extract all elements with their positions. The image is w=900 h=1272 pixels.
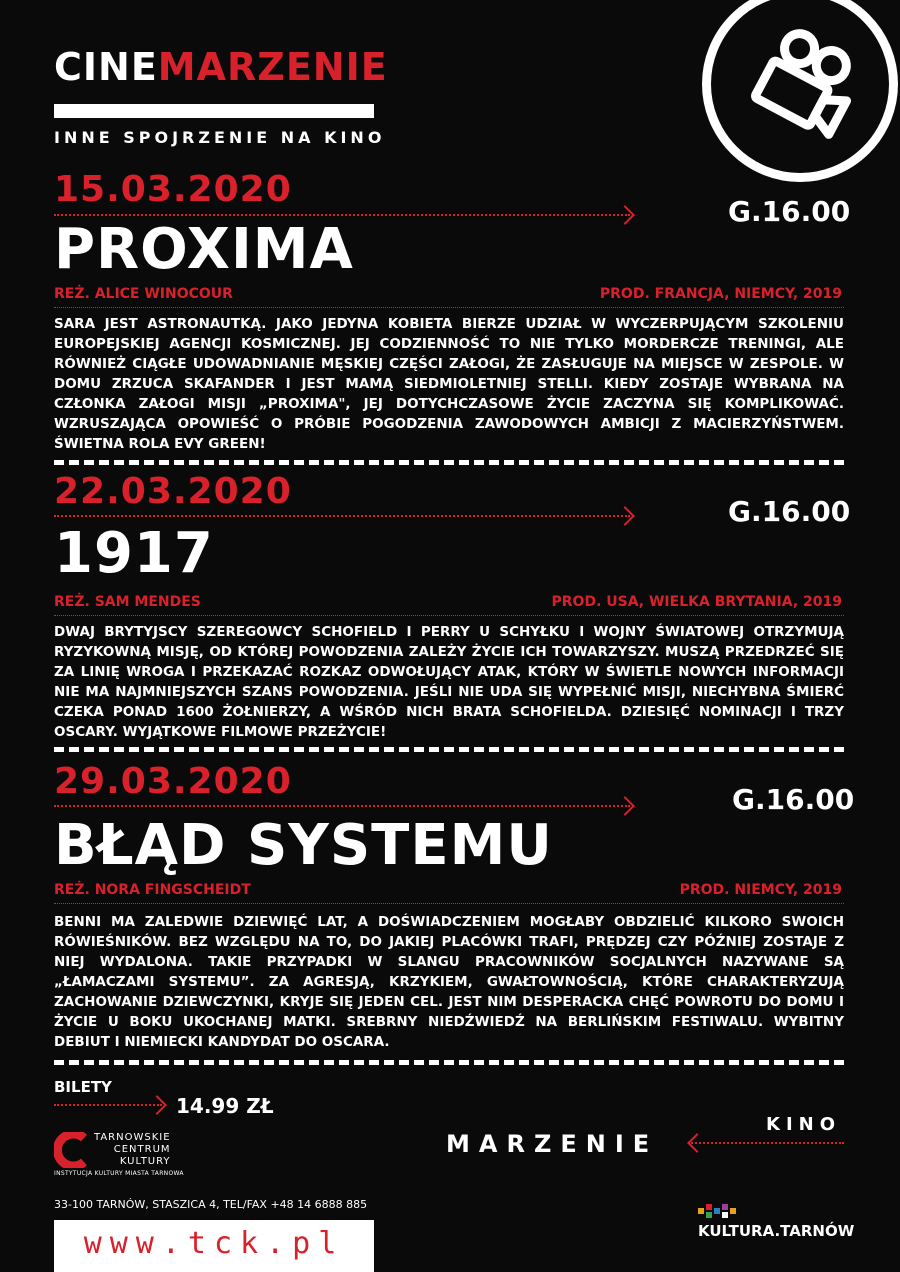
tck-line-1: TARNOWSKIE	[94, 1132, 171, 1143]
section-divider	[54, 1060, 844, 1065]
tickets-label: BILETY	[54, 1078, 112, 1096]
tck-name	[94, 1132, 171, 1168]
kultura-tarnow-label: KULTURA.TARNÓW	[698, 1222, 855, 1240]
film-description: DWAJ BRYTYJSCY SZEREGOWCY SCHOFIELD I PERRY U SCHYŁKU I WOJNY ŚWIATOWEJ OTRZYMUJĄ RYZYKOWNĄ MISJĘ, OD KTÓREJ POWODZENIA ZALEŻY ŻYCIE ICH TOWARZYSZY. MUSZĄ PRZEDRZEĆ SIĘ ZA LINIĘ WROGA I PRZEKAZAĆ ROZKAZ ODWOŁUJĄCY ATAK, KTÓRY W ŚWIETLE NOWYCH INFORMACJI NIE MA NAJMNIEJSZYCH SZANS POWODZENIA. JEŚLI NIE UDA SIĘ WYPEŁNIĆ MISJI, NIECHYBNA ŚMIERĆ CZEKA PONAD 1600 ŻOŁNIERZY, A WŚRÓD NICH BRATA SCHOFIELDA. DZIESIĘĆ NOMINACJI I TRZY OSCARY. WYJĄTKOWE FILMOWE PRZEŻYCIE!	[54, 624, 844, 740]
logo-marzenie-text: MARZENIE	[157, 45, 388, 89]
website-link[interactable]: www.tck.pl	[83, 1226, 345, 1261]
film-description: BENNI MA ZALEDWIE DZIEWIĘĆ LAT, A DOŚWIADCZENIEM MOGŁABY OBDZIELIĆ KILKORO SWOICH RÓWIEŚNIKÓW. BEZ WZGLĘDU NA TO, DO JAKIEJ PLACÓWKI TRAFI, PRĘDZEJ CZY PÓŹNIEJ ZOSTAJE Z NIEJ WYDALONA. TAKIE PRZYPADKI W SLANGU PRACOWNIKÓW SOCJALNYCH NAZYWANE SĄ „ŁAMACZAMI SYSTEMU”. ZA AGRESJĄ, KRZYKIEM, GWAŁTOWNOŚCIĄ, KTÓRE CHARAKTERYZUJĄ ZACHOWANIE DZIEWCZYNKI, KRYJE SIĘ JEDEN CEL. JEST NIM DESPERACKA CHĘĆ POWROTU DO DOMU I ŻYCIE U BOKU UKOCHANEJ MATKI. SREBRNY NIEDŹWIEDŹ NA BERLIŃSKIM FESTIWALU. WYBITNY DEBIUT I NIEMIECKI KANDYDAT DO OSCARA.	[54, 914, 844, 1050]
film-director: REŻ. ALICE WINOCOUR	[54, 286, 233, 302]
tck-line-3: KULTURY	[119, 1156, 171, 1167]
kultura-logo-icon	[698, 1204, 738, 1224]
logo-underline-bar	[54, 104, 374, 118]
arrow-right-icon	[147, 1095, 167, 1115]
film-director: REŻ. SAM MENDES	[54, 594, 201, 610]
film-production: PROD. USA, WIELKA BRYTANIA, 2019	[551, 594, 842, 610]
arrow-left-icon	[687, 1133, 707, 1153]
marzenie-label: MARZENIE	[446, 1130, 659, 1158]
credit-divider	[54, 615, 844, 616]
film-director: REŻ. NORA FINGSCHEIDT	[54, 882, 251, 898]
film-title: 1917	[54, 521, 214, 586]
tickets-arrow-line	[54, 1104, 162, 1106]
credit-divider	[54, 903, 844, 904]
cinema-logo	[54, 45, 388, 89]
film-time: G.16.00	[732, 783, 855, 816]
date-arrow-line	[54, 214, 630, 216]
section-divider	[54, 460, 844, 465]
film-description: SARA JEST ASTRONAUTKĄ. JAKO JEDYNA KOBIETA BIERZE UDZIAŁ W WYCZERPUJĄCYM SZKOLENIU EUROPEJSKIEJ AGENCJI KOSMICZNEJ. JEJ CODZIENNOŚĆ TO NIE TYLKO MORDERCZE TRENINGI, ALE RÓWNIEŻ CIĄGŁE UDOWADNIANIE MĘSKIEJ CZĘŚCI ZAŁOGI, ŻE ZASŁUGUJE NA MIEJSCE W ZESPOLE. W DOMU ZRZUCA SKAFANDER I JEST MAMĄ SIEDMIOLETNIEJ STELLI. KIEDY ZOSTAJE WYBRANA NA CZŁONKA ZAŁOGI MISJI „PROXIMA", JEJ DOTYCHCZASOWE ŻYCIE ZACZYNA SIĘ KOMPLIKOWAĆ. WZRUSZAJĄCA OPOWIEŚĆ O PRÓBIE POGODZENIA ZAWODOWYCH AMBICJI Z MACIERZYŃSTWEM. ŚWIETNA ROLA EVY GREEN!	[54, 316, 844, 452]
film-date: 15.03.2020	[54, 169, 292, 210]
arrow-right-icon	[615, 205, 635, 225]
date-arrow-line	[54, 515, 630, 517]
film-time: G.16.00	[728, 195, 851, 228]
film-date: 29.03.2020	[54, 761, 292, 802]
movie-camera-icon	[702, 0, 898, 182]
arrow-right-icon	[615, 796, 635, 816]
marzenie-arrow-line	[688, 1142, 844, 1144]
film-title: BŁĄD SYSTEMU	[54, 813, 553, 878]
address: 33-100 TARNÓW, STASZICA 4, TEL/FAX +48 14 6888 885	[54, 1198, 368, 1211]
tagline: INNE SPOJRZENIE NA KINO	[54, 128, 386, 147]
tck-logo-icon	[54, 1132, 90, 1172]
arrow-right-icon	[615, 506, 635, 526]
logo-cine-text: CINE	[54, 45, 158, 89]
tck-subtitle: INSTYTUCJA KULTURY MIASTA TARNOWA	[54, 1170, 184, 1177]
film-time: G.16.00	[728, 495, 851, 528]
date-arrow-line	[54, 805, 630, 807]
film-date: 22.03.2020	[54, 471, 292, 512]
section-divider	[54, 747, 844, 752]
film-title: PROXIMA	[54, 217, 354, 282]
kino-label: KINO	[766, 1114, 842, 1135]
tck-line-2: CENTRUM	[113, 1144, 171, 1155]
film-production: PROD. FRANCJA, NIEMCY, 2019	[599, 286, 842, 302]
ticket-price: 14.99 ZŁ	[176, 1094, 274, 1118]
film-production: PROD. NIEMCY, 2019	[679, 882, 842, 898]
credit-divider	[54, 307, 844, 308]
